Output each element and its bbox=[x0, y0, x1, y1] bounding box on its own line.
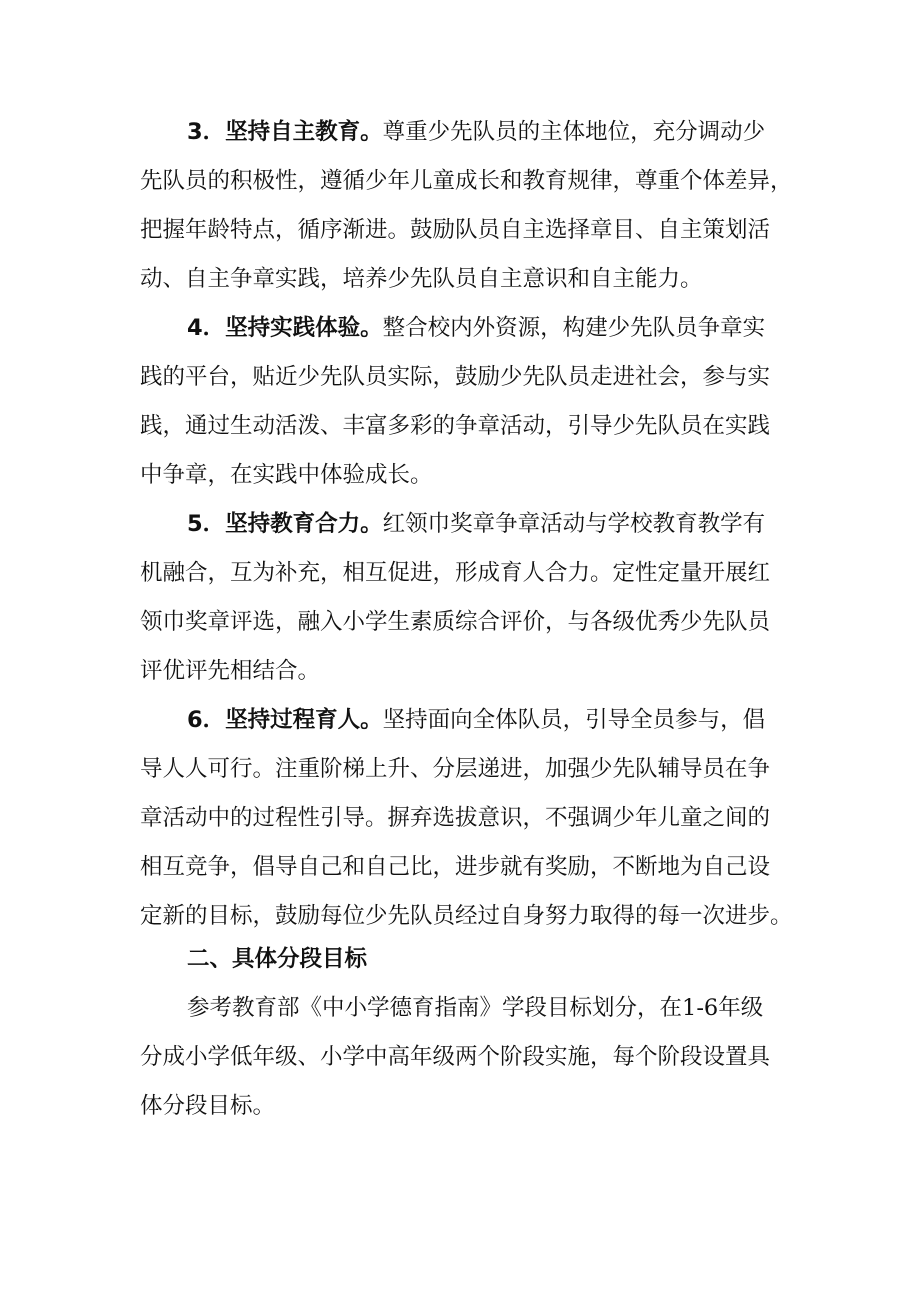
paragraph-3-line-1 bbox=[187, 112, 765, 152]
section-heading: 二、具体分段目标 bbox=[187, 946, 368, 972]
paragraph-5-text: 红领巾奖章争章活动与学校教育教学有 bbox=[382, 511, 766, 537]
paragraph-3-line-3: 把握年龄特点，循序渐进。鼓励队员自主选择章目、自主策划活 bbox=[140, 217, 771, 243]
paragraph-6-line-5: 定新的目标，鼓励每位少先队员经过自身努力取得的每一次进步。 bbox=[140, 903, 793, 929]
paragraph-6-line-1 bbox=[187, 700, 765, 740]
paragraph-4-line-4: 中争章，在实践中体验成长。 bbox=[140, 462, 433, 488]
paragraph-4-lead: 4．坚持实践体验。 bbox=[187, 315, 383, 341]
paragraph-3-line-2: 先队员的积极性，遵循少年儿童成长和教育规律，尊重个体差异， bbox=[140, 168, 793, 194]
closing-paragraph-line-3: 体分段目标。 bbox=[140, 1093, 276, 1119]
paragraph-6-text: 坚持面向全体队员，引导全员参与，倡 bbox=[382, 707, 766, 733]
paragraph-6-line-3: 章活动中的过程性引导。摒弃选拔意识，不强调少年儿童之间的 bbox=[140, 805, 771, 831]
paragraph-5-line-4: 评优评先相结合。 bbox=[140, 658, 321, 684]
paragraph-3-lead: 3．坚持自主教育。 bbox=[187, 119, 383, 145]
paragraph-5-lead: 5．坚持教育合力。 bbox=[187, 511, 383, 537]
paragraph-6-lead: 6．坚持过程育人。 bbox=[187, 707, 383, 733]
paragraph-5-line-1 bbox=[187, 504, 765, 544]
closing-paragraph-line-1: 参考教育部《中小学德育指南》学段目标划分，在1-6年级 bbox=[187, 995, 764, 1021]
paragraph-4-line-2: 践的平台，贴近少先队员实际，鼓励少先队员走进社会，参与实 bbox=[140, 364, 771, 390]
paragraph-4-line-3: 践，通过生动活泼、丰富多彩的争章活动，引导少先队员在实践 bbox=[140, 413, 771, 439]
paragraph-5-line-3: 领巾奖章评选，融入小学生素质综合评价，与各级优秀少先队员 bbox=[140, 609, 771, 635]
paragraph-6-line-2: 导人人可行。注重阶梯上升、分层递进，加强少先队辅导员在争 bbox=[140, 756, 771, 782]
paragraph-5-line-2: 机融合，互为补充，相互促进，形成育人合力。定性定量开展红 bbox=[140, 560, 771, 586]
paragraph-6-line-4: 相互竞争，倡导自己和自己比，进步就有奖励，不断地为自己设 bbox=[140, 854, 771, 880]
paragraph-4-line-1 bbox=[187, 308, 765, 348]
closing-paragraph-line-2: 分成小学低年级、小学中高年级两个阶段实施，每个阶段设置具 bbox=[140, 1044, 771, 1070]
paragraph-3-line-4: 动、自主争章实践，培养少先队员自主意识和自主能力。 bbox=[140, 266, 703, 292]
paragraph-3-text: 尊重少先队员的主体地位，充分调动少 bbox=[382, 119, 766, 145]
paragraph-4-text: 整合校内外资源，构建少先队员争章实 bbox=[382, 315, 766, 341]
